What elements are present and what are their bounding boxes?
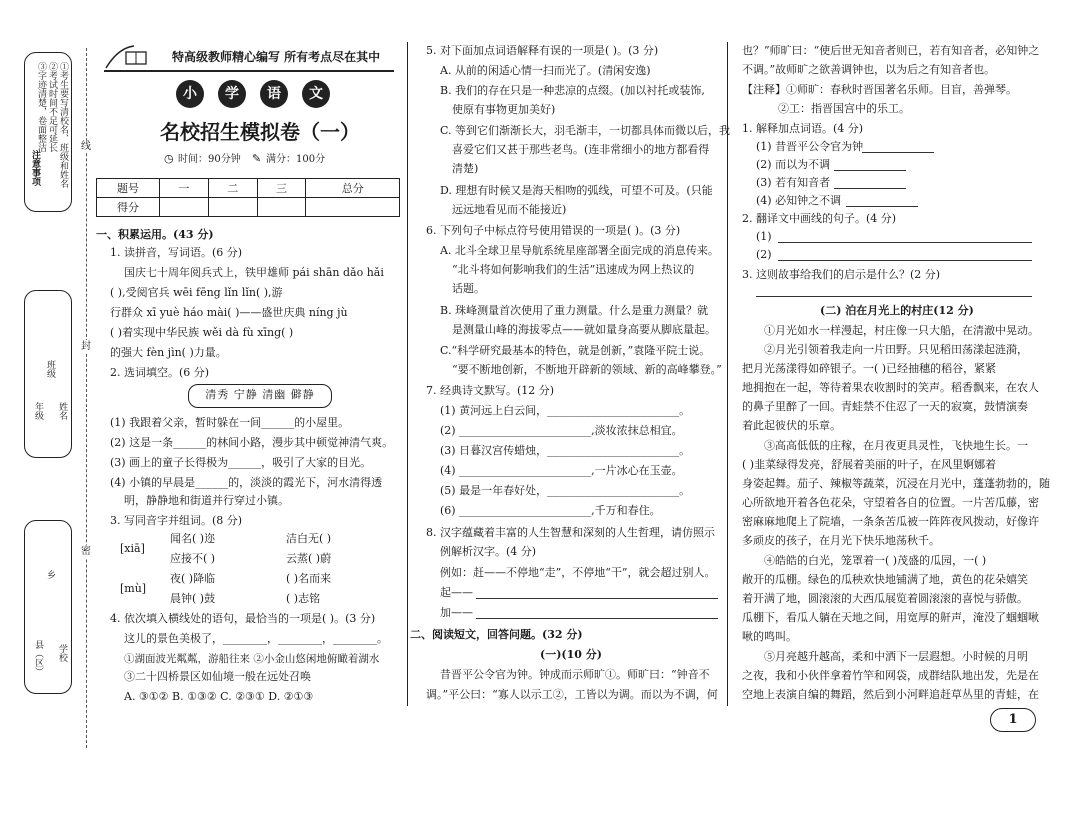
- r1-q3-answer[interactable]: [756, 296, 1032, 297]
- q4-line-1: 这儿的景色美极了，________，________，________。: [124, 632, 388, 645]
- reading-1-line-4: 不调。”故师旷之欲善调钟也，以为后之有知音者也。: [742, 63, 996, 76]
- q7-1: (1) 黄河远上白云间，________________________。: [440, 404, 691, 417]
- q6-a3: 话题。: [452, 282, 485, 295]
- name-label: 姓名: [57, 402, 67, 420]
- r2-p5-1: ⑤月亮越升越高，柔和中洒下一层遐想。小时候的月明: [764, 650, 1028, 663]
- r1-q1-3-answer[interactable]: [834, 188, 906, 189]
- score-cell-3[interactable]: [257, 198, 306, 217]
- reading-1-line-2: 调。”平公曰：“寡人以示工②，工皆以为调。而以为不调，何: [426, 688, 718, 701]
- q5-d2: 远远地看见而不能接近): [452, 203, 567, 216]
- q7-5: (5) 最是一年春好处，________________________。: [440, 484, 691, 497]
- q3-b1: 夜( )降临: [170, 572, 216, 585]
- header-rule: [104, 70, 394, 72]
- q6-c2: “要不断地创新，不断地开辟新的领域、新的高峰攀登。”: [452, 363, 722, 376]
- exam-time: 时间：90分钟: [178, 154, 241, 165]
- r1-q1-2: (2) 而以为不调: [756, 158, 831, 171]
- school-label: 学校: [57, 644, 67, 662]
- score-col-1: 一: [160, 179, 209, 198]
- q1-line-4: ( )着实现中华民族 wěi dà fù xīng( ): [110, 326, 294, 339]
- class-label: 班级: [45, 360, 55, 378]
- page-number: 1: [990, 708, 1036, 732]
- score-col-3: 三: [257, 179, 306, 198]
- q8-example: 例如：赶——不停地“走”，不停地“干”，就会超过别人。: [440, 566, 716, 579]
- subject-char-1: 小: [176, 80, 204, 108]
- r1-q1-prompt: 1. 解释加点词语。(4 分): [742, 122, 864, 135]
- q2-word-box: 清秀 宁静 清幽 僻静: [188, 384, 332, 408]
- q4-line-2: ①湖面波光粼粼，游船往来 ②小金山悠闲地俯瞰着湖水: [124, 653, 380, 665]
- r1-q3-prompt: 3. 这则故事给我们的启示是什么？(2 分): [742, 268, 941, 281]
- q1-line-3: 行群众 xī yuè háo mài( )——盛世庆典 níng jù: [110, 306, 348, 319]
- r2-p4-3: 着开满了地，圆滚滚的大西瓜展览着圆滚滚的喜悦与骄傲。: [742, 592, 1028, 605]
- q2-item-1: (1) 我跟着父亲，暂时躲在一间______的小屋里。: [110, 416, 350, 429]
- r2-p2-1: ②月光引领着我走向一片田野。只见稻田荡漾起涟漪，: [764, 343, 1028, 356]
- score-col-total: 总分: [306, 179, 400, 198]
- r2-p2-5: 着此起彼伏的乐章。: [742, 419, 841, 432]
- q3-a1: 闻名( )迩: [170, 532, 216, 545]
- q2-prompt: 2. 选词填空。(6 分): [110, 366, 210, 379]
- note-2: ②考试时间不足可延长: [47, 62, 57, 152]
- q2-item-4-cont: 明，静静地和街道并行穿过小镇。: [124, 494, 289, 507]
- q7-prompt: 7. 经典诗文默写。(12 分): [426, 384, 555, 397]
- r2-p4-1: ④皓皓的白光，笼罩着一( )茂盛的瓜园，一( ): [764, 554, 987, 567]
- r2-p2-3: 地拥抱在一起，等待着果农收割时的笑声。稻香飘来，在农人: [742, 381, 1039, 394]
- header-tagline: 特高级教师精心编写 所有考点尽在其中: [172, 50, 381, 64]
- r2-p3-6: 多顽皮的孩子，在月光下快乐地荡秋千。: [742, 534, 940, 547]
- r2-p3-2: ( )韭菜绿得发亮，舒展着美丽的叶子，在风里婀娜着: [742, 458, 997, 471]
- q3-pinyin-2: [mù]: [120, 582, 147, 595]
- note-3: ③字迹清楚，卷面整洁: [36, 62, 46, 152]
- seal-mark-feng: 封: [81, 341, 91, 352]
- r1-q2-1-answer[interactable]: [778, 242, 1032, 243]
- seal-mark-mi: 密: [81, 546, 91, 557]
- q2-item-4: (4) 小镇的早晨是______的，淡淡的霞光下，河水清得透: [110, 476, 383, 489]
- q3-prompt: 3. 写同音字并组词。(8 分): [110, 514, 243, 527]
- book-quill-icon: [104, 44, 150, 70]
- score-cell-1[interactable]: [160, 198, 209, 217]
- section-2-title: 二、阅读短文，回答问题。(32 分): [410, 628, 583, 641]
- q6-c1: C.“科学研究最基本的特色，就是创新，”袁隆平院士说。: [440, 344, 711, 357]
- r2-p3-1: ③高高低低的庄稼，在月夜更具灵性，飞快地生长。一: [764, 439, 1028, 452]
- q8-item-1: 起——: [440, 586, 473, 599]
- q3-a4: 云蒸( )蔚: [286, 552, 332, 565]
- q5-a: A. 从前的闲适心情一扫而光了。(清闲安逸): [440, 64, 651, 77]
- subject-char-2: 学: [218, 80, 246, 108]
- score-col-2: 二: [208, 179, 257, 198]
- reading-1-title: (一)(10 分): [540, 648, 602, 661]
- q3-pinyin-1: [xiā]: [120, 542, 145, 555]
- r1-q1-1-answer[interactable]: [862, 152, 934, 153]
- q1-line-5: 的强大 fèn jìn( )力量。: [110, 346, 227, 359]
- q5-c1: C. 等到它们渐渐长大，羽毛渐丰，一切都具体而微以后，我: [440, 124, 731, 137]
- q7-3: (3) 日暮汉宫传蜡烛，________________________。: [440, 444, 691, 457]
- r2-p5-2: 之夜，我和小伙伴拿着竹竿和网袋，成群结队地出发，先是在: [742, 669, 1039, 682]
- q1-line-1: 国庆七十周年阅兵式上，铁甲雄师 pái shān dǎo hǎi: [124, 266, 384, 279]
- q8-answer-line-1[interactable]: [476, 598, 718, 599]
- score-cell-total[interactable]: [306, 198, 400, 217]
- q3-b3: 晨钟( )鼓: [170, 592, 216, 605]
- q2-item-3: (3) 画上的童子长得极为______，吸引了大家的目光。: [110, 456, 372, 469]
- q3-a3: 应接不( ): [170, 552, 216, 565]
- subject-char-4: 文: [302, 80, 330, 108]
- county-label: 县（区）: [33, 640, 43, 676]
- q6-a2: “北斗将如何影响我们的生活”迅速成为网上热议的: [452, 263, 695, 276]
- q4-line-3: ③二十四桥景区如仙境一般在远处召唤: [124, 670, 311, 683]
- r1-q1-1: (1) 昔晋平公令官为钟: [756, 140, 864, 153]
- q3-a2: 洁白无( ): [286, 532, 332, 545]
- q6-b2: 是测量山峰的海拔零点——就如量身高要从脚底量起。: [452, 323, 716, 336]
- r1-q1-3: (3) 若有知音者: [756, 176, 831, 189]
- q7-6: (6) ________________________,千万和春住。: [440, 504, 661, 517]
- r1-q2-2: (2): [756, 248, 772, 261]
- q5-d1: D. 理想有时候又是海天相吻的弧线，可望不可及。(只能: [440, 184, 713, 197]
- grade-label: 年级: [33, 402, 43, 420]
- r2-p4-4: 瓜棚下，看瓜人躺在天地之间，用宽厚的鼾声，淹没了蝈蝈啾: [742, 611, 1039, 624]
- subject-char-3: 语: [260, 80, 288, 108]
- note-1: ①考生要写清校名、班级和姓名: [58, 62, 68, 188]
- q4-prompt: 4. 依次填入横线处的语句，最恰当的一项是( )。(3 分): [110, 612, 376, 625]
- q3-b4: ( )志铭: [286, 592, 321, 605]
- r2-p3-5: 密麻麻地爬上了院墙，一条条苦瓜被一阵阵夜风拨动，好像许: [742, 515, 1039, 528]
- q5-c3: 清楚): [452, 162, 479, 175]
- r2-p5-3: 空地上表演自编的舞蹈，然后到小河畔追赶草丛里的青蛙，在: [742, 688, 1039, 701]
- score-row-label: 得分: [97, 198, 160, 217]
- r2-p2-2: 把月光荡漾得如碎银子。一( )已经抽穗的稻谷，紧紧: [742, 362, 997, 375]
- column-divider-1: [407, 42, 408, 706]
- clock-icon: ◷: [164, 152, 174, 165]
- notes-title: 注意事项: [30, 150, 40, 186]
- r1-q1-4: (4) 必知钟之不调: [756, 194, 842, 207]
- q7-2: (2) ________________________,淡妆浓抹总相宜。: [440, 424, 683, 437]
- reading-1-line-3: 也？”师旷曰：“使后世无知音者则已，若有知音者，必知钟之: [742, 44, 1040, 57]
- q1-prompt: 1. 读拼音，写词语。(6 分): [110, 246, 243, 259]
- pen-icon: ✎: [252, 152, 262, 165]
- score-table: [96, 178, 400, 217]
- r2-p1: ①月光如水一样漫起，村庄像一只大船，在清澈中晃动。: [764, 324, 1039, 337]
- exam-full-score: 满分：100分: [266, 154, 326, 165]
- r1-q2-1: (1): [756, 230, 772, 243]
- q2-item-2: (2) 这是一条______的林间小路，漫步其中顿觉神清气爽。: [110, 436, 394, 449]
- r1-q1-2-answer[interactable]: [834, 170, 906, 171]
- q8-prompt-cont: 例解析汉字。(4 分): [440, 545, 537, 558]
- section-1-title: 一、积累运用。(43 分): [96, 228, 214, 241]
- r2-p4-5: 啾的鸣叫。: [742, 630, 797, 643]
- town-label: 乡: [45, 570, 55, 579]
- q1-line-2: ( ),受阅官兵 wēi fēng lǐn lǐn( ),游: [110, 286, 283, 299]
- r2-p3-4: 心所欲地开着各色花朵，守望着各自的位置。一片苦瓜藤，密: [742, 496, 1039, 509]
- q5-b2: 使原有事物更加美好): [452, 103, 556, 116]
- q6-a1: A. 北斗全球卫星导航系统星座部署全面完成的消息传来。: [440, 244, 719, 257]
- reading-1-line-1: 昔晋平公令官为钟。钟成而示师旷①。师旷曰：“钟音不: [440, 668, 710, 681]
- q7-4: (4) ________________________,一片冰心在玉壶。: [440, 464, 683, 477]
- score-cell-2[interactable]: [208, 198, 257, 217]
- q6-prompt: 6. 下列句子中标点符号使用错误的一项是( )。(3 分): [426, 224, 681, 237]
- q8-answer-line-2[interactable]: [476, 618, 718, 619]
- reading-2-title: (二) 泊在月光上的村庄(12 分): [820, 304, 974, 317]
- q6-b1: B. 珠峰测量首次使用了重力测量。什么是重力测量？就: [440, 304, 709, 317]
- r2-p3-3: 身姿起舞。茄子、辣椒等蔬菜，沉浸在月光中，蓬蓬勃勃的，随: [742, 477, 1050, 490]
- exam-title: 名校招生模拟卷（一）: [160, 120, 360, 144]
- q8-prompt: 8. 汉字蕴藏着丰富的人生智慧和深刻的人生哲理，请仿照示: [426, 526, 715, 539]
- score-col-label: 题号: [97, 179, 160, 198]
- q5-c2: 喜爱它们又甚于那些老鸟。(连非常细小的地方都看得: [452, 143, 710, 156]
- q3-b2: ( )名而来: [286, 572, 332, 585]
- footnote-1: 【注释】①师旷：春秋时晋国著名乐师。目盲，善弹琴。: [742, 83, 1017, 96]
- footnote-2: ②工：指晋国宫中的乐工。: [778, 102, 910, 115]
- q5-b1: B. 我们的存在只是一种悲凉的点缀。(加以衬托或装饰,: [440, 84, 705, 97]
- seal-mark-xian: 线: [81, 141, 91, 152]
- q8-item-2: 加——: [440, 606, 473, 619]
- r1-q2-prompt: 2. 翻译文中画线的句子。(4 分): [742, 212, 897, 225]
- r1-q1-4-answer[interactable]: [846, 206, 918, 207]
- q4-options: A. ③①② B. ①③② C. ②③① D. ②①③: [124, 690, 314, 703]
- q5-prompt: 5. 对下面加点词语解释有误的一项是( )。(3 分): [426, 44, 659, 57]
- seal-line: [86, 48, 87, 748]
- r1-q2-2-answer[interactable]: [778, 260, 1032, 261]
- r2-p2-4: 的鼻子里醉了一回。青蛙禁不住忍了一天的寂寞，鼓情演奏: [742, 400, 1028, 413]
- r2-p4-2: 敞开的瓜棚。绿色的瓜秧欢快地铺满了地，黄色的花朵嬉笑: [742, 573, 1028, 586]
- column-divider-2: [727, 42, 728, 706]
